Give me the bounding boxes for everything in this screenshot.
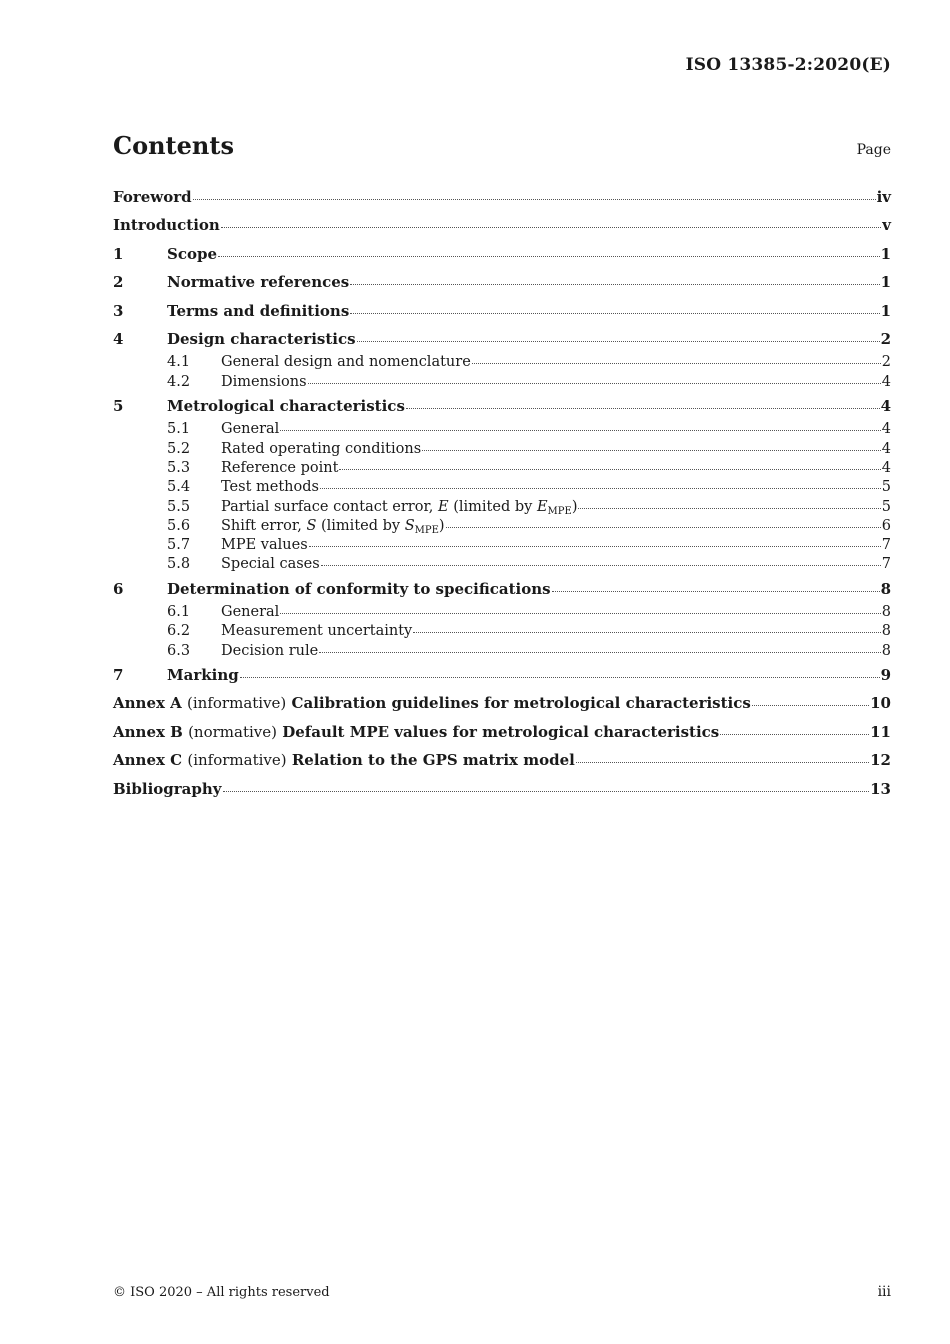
toc-subentry-5-5[interactable] [113,498,891,517]
toc-number: 5.4 [167,479,191,496]
toc-entry-annex-a[interactable] [113,689,891,717]
toc-number: 4.1 [167,354,191,371]
toc-number: 5.2 [167,440,191,457]
toc-number: 5.7 [167,537,191,554]
dot-leader [406,407,880,409]
toc-number: 5 [113,396,124,415]
toc-number: 5.6 [167,517,191,534]
toc-page: iv [876,188,891,206]
toc-subentry-5-3[interactable] [113,459,891,478]
toc-title: Determination of conformity to specifications [167,579,551,598]
dot-leader [319,651,881,653]
toc-number: 5.1 [167,421,191,438]
toc-number: 4 [113,329,124,348]
toc-title: Design characteristics [167,329,356,348]
toc-page: v [882,216,891,235]
dot-leader [280,612,880,614]
annex-label: Annex C [113,751,183,770]
toc-number: 3 [113,301,124,320]
toc-page: 8 [881,604,891,621]
toc-title: Test methods [221,479,319,496]
dot-leader [720,733,869,735]
toc-number: 6.3 [167,642,191,659]
toc-page: 8 [881,642,891,659]
dot-leader [576,761,869,763]
toc-title: Rated operating conditions [221,440,422,457]
toc-page: 4 [881,440,891,457]
table-of-contents [113,183,891,803]
toc-title: Bibliography [113,779,222,798]
toc-number: 4.2 [167,373,191,390]
page-number: iii [877,1284,891,1300]
toc-entry-marking[interactable] [113,661,891,689]
toc-subentry-5-8[interactable] [113,555,891,574]
toc-page: 8 [881,623,891,640]
toc-title: General design and nomenclature [221,354,471,371]
toc-number: 6.1 [167,604,191,621]
toc-number: 1 [113,244,124,263]
toc-page: 10 [870,694,891,713]
toc-entry-scope[interactable] [113,240,891,268]
toc-number: 6.2 [167,623,191,640]
toc-page: 11 [870,722,891,741]
toc-page: 4 [881,373,891,390]
toc-page: 4 [881,421,891,438]
dot-leader [350,312,879,314]
toc-title-rich: Shift error, S (limited by $S_{MPE}$) [221,517,445,536]
toc-subentry-4-2[interactable] [113,373,891,392]
toc-title: MPE values [221,537,308,554]
toc-page: 13 [870,779,891,798]
toc-title: Reference point [221,459,339,476]
dot-leader [193,198,876,200]
toc-number: 5.5 [167,498,191,515]
toc-page: 2 [880,329,891,348]
toc-title: General [221,604,280,621]
dot-leader [578,507,880,509]
dot-leader [309,545,881,547]
toc-subentry-5-2[interactable] [113,440,891,459]
annex-label: Annex B [113,722,183,741]
dot-leader [413,631,881,633]
page-column-label: Page [856,142,891,158]
toc-subentry-5-4[interactable] [113,478,891,497]
toc-page: 2 [881,354,891,371]
contents-heading: Contents [113,131,234,160]
toc-page: 5 [881,498,891,515]
annex-status: (informative) [187,751,287,770]
toc-entry-terms-definitions[interactable] [113,297,891,325]
dot-leader [218,255,880,257]
toc-title: Relation to the GPS matrix model [291,751,575,770]
toc-title: Calibration guidelines for metrological characteristics [291,694,751,713]
toc-page: 1 [880,273,891,292]
toc-subentry-5-6[interactable] [113,517,891,536]
toc-title-rich: Partial surface contact error, E (limited by $E_{MPE}$) [221,498,578,517]
toc-page: 8 [880,579,891,598]
toc-number: 2 [113,273,124,292]
toc-subentry-6-3[interactable] [113,642,891,661]
toc-title: Decision rule [221,642,319,659]
dot-leader [339,468,880,470]
annex-label: Annex A [113,694,182,713]
dot-leader [221,226,881,228]
toc-title: Special cases [221,556,320,573]
toc-page: 7 [881,537,891,554]
toc-entry-conformity[interactable] [113,575,891,603]
toc-subentry-5-7[interactable] [113,536,891,555]
toc-entry-annex-c[interactable] [113,746,891,774]
toc-title: Normative references [167,273,350,292]
toc-page: 1 [880,244,891,263]
toc-entry-foreword[interactable] [113,183,891,211]
dot-leader [321,564,881,566]
toc-page: 5 [881,479,891,496]
toc-page: 1 [880,301,891,320]
toc-page: 12 [870,751,891,770]
toc-title: Marking [167,665,239,684]
toc-subentry-6-2[interactable] [113,622,891,641]
toc-number: 5.3 [167,459,191,476]
toc-subentry-4-1[interactable] [113,353,891,372]
toc-entry-normative-references[interactable] [113,268,891,296]
toc-subentry-6-1[interactable] [113,603,891,622]
toc-entry-bibliography[interactable] [113,775,891,803]
dot-leader [350,283,879,285]
toc-title: Scope [167,244,218,263]
toc-entry-metrological-characteristics[interactable] [113,392,891,420]
annex-status: (informative) [187,694,287,713]
toc-number: 6 [113,579,124,598]
dot-leader [280,429,880,431]
toc-title: Terms and definitions [167,301,350,320]
toc-entry-annex-b[interactable] [113,718,891,746]
annex-status: (normative) [188,722,277,741]
dot-leader [446,526,881,528]
toc-entry-design-characteristics[interactable] [113,325,891,353]
toc-title: Dimensions [221,373,307,390]
toc-page: 4 [881,459,891,476]
toc-page: 6 [881,517,891,534]
toc-number: 5.8 [167,556,191,573]
toc-title: Introduction [113,216,220,235]
dot-leader [552,590,880,592]
toc-page: 7 [881,556,891,573]
standard-identifier: ISO 13385-2:2020(E) [685,55,891,75]
toc-title: Default MPE values for metrological characteristics [282,722,720,741]
toc-number: 7 [113,665,124,684]
dot-leader [752,704,869,706]
toc-subentry-5-1[interactable] [113,420,891,439]
toc-page: 9 [880,665,891,684]
dot-leader [223,790,870,792]
toc-entry-introduction[interactable] [113,211,891,239]
dot-leader [240,676,880,678]
toc-page: 4 [880,396,891,415]
dot-leader [308,382,881,384]
dot-leader [320,487,881,489]
dot-leader [357,340,880,342]
toc-title: Measurement uncertainty [221,623,413,640]
copyright-notice: © ISO 2020 – All rights reserved [113,1285,330,1300]
dot-leader [472,362,881,364]
toc-title: Foreword [113,188,192,206]
toc-title: Metrological characteristics [167,396,405,415]
dot-leader [422,449,881,451]
toc-title: General [221,421,280,438]
